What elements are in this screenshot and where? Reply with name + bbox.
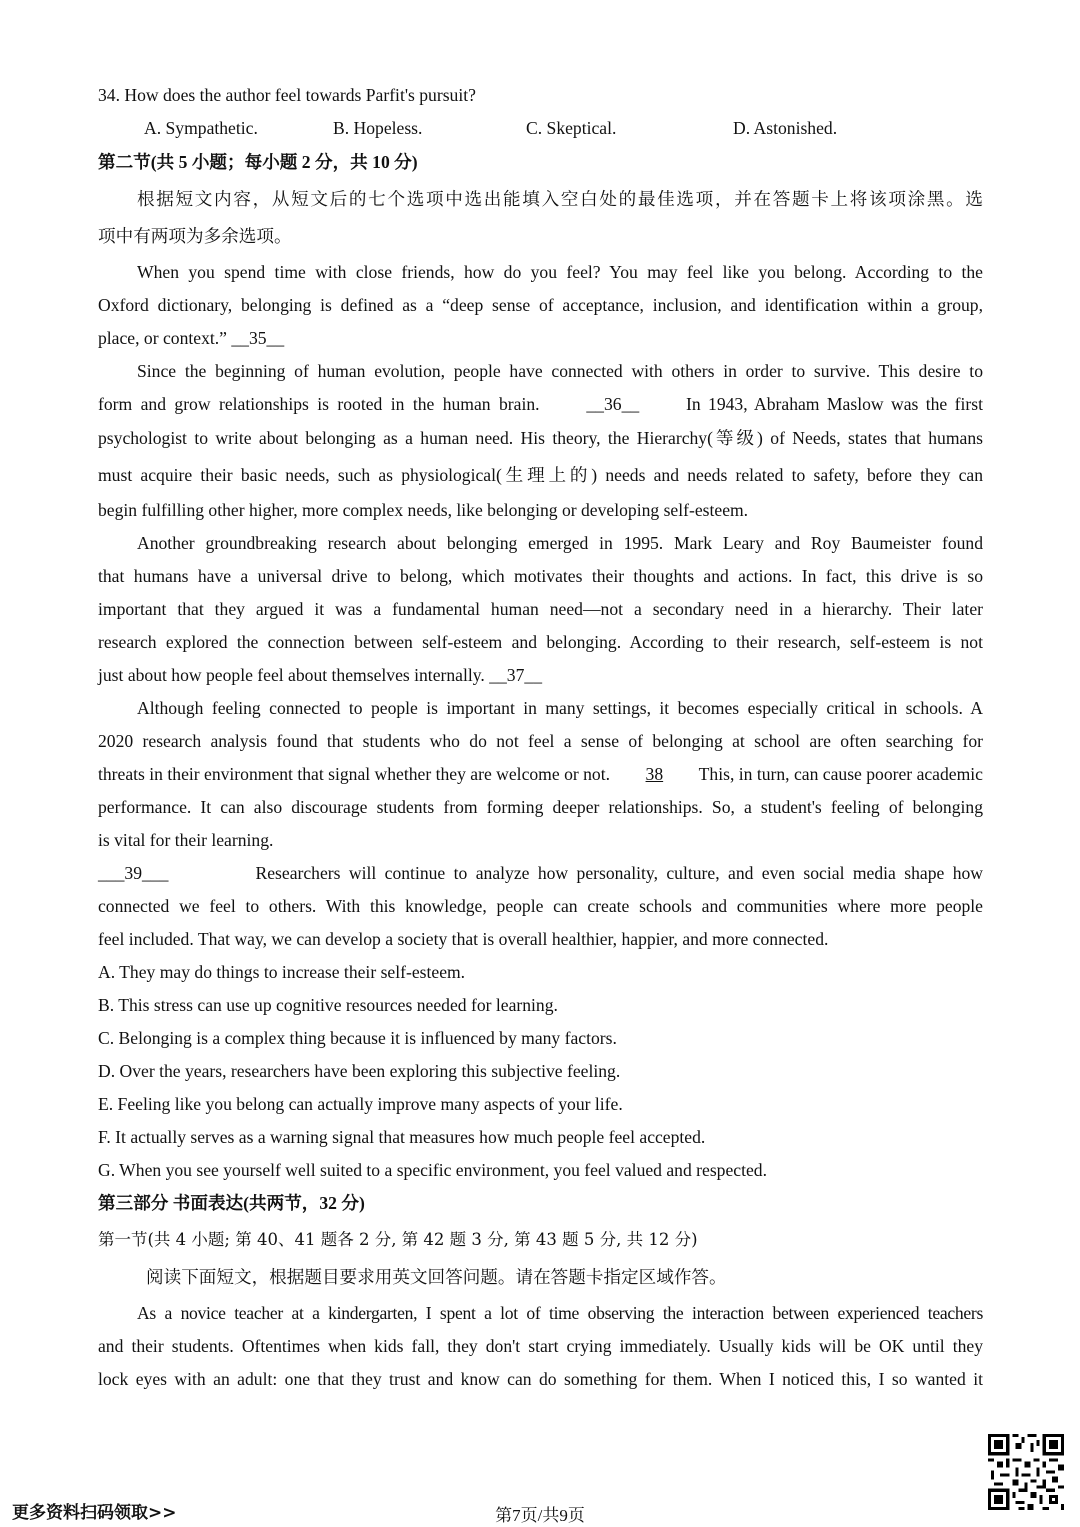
passage-p5-line-3: feel included. That way, we can develop a society that is overall healthier, happier, and more connected. <box>98 929 829 949</box>
q34-option-d: D. Astonished. <box>733 118 838 138</box>
choice-e: E. Feeling like you belong can actually improve many aspects of your life. <box>98 1094 623 1114</box>
part-3-passage-line-3: lock eyes with an adult: one that they trust and know can do something for them. When I noticed this, I so wanted it <box>98 1369 983 1389</box>
passage-p3-line-2: that humans have a universal drive to belong, which motivates their thoughts and actions. In fact, this drive is so <box>98 566 983 586</box>
blank-37: __37__ <box>489 665 542 685</box>
page-number: 第7页/共9页 <box>495 1506 585 1525</box>
passage-p1-line-1: When you spend time with close friends, how do you feel? You may feel like you belong. According to the <box>137 262 983 282</box>
section-2-instruction-line-2: 项中有两项为多余选项。 <box>98 226 292 246</box>
blank-39: ___39___ <box>98 863 169 883</box>
qr-code-icon[interactable] <box>988 1434 1064 1510</box>
passage-p2-line-1: Since the beginning of human evolution, people have connected with others in order to survive. This desire to <box>137 361 983 381</box>
passage-p3-line-5-text: just about how people feel about themselves internally. <box>98 665 490 685</box>
choice-b: B. This stress can use up cognitive resources needed for learning. <box>98 995 558 1015</box>
passage-p2-line-2-b: In 1943, Abraham Maslow was the first <box>685 394 983 414</box>
part-3-subheading: 第一节(共 4 小题; 第 40、41 题各 2 分, 第 42 题 3 分, 第 43 题 5 分, 共 12 分) <box>98 1230 698 1249</box>
choice-a: A. They may do things to increase their self-esteem. <box>98 962 466 982</box>
blank-35: __35__ <box>231 328 285 348</box>
passage-p2-line-5: begin fulfilling other higher, more complex needs, like belonging or developing self-esteem. <box>98 500 749 520</box>
passage-p1-line-3-text: place, or context.” <box>98 328 232 348</box>
q34-option-b: B. Hopeless. <box>333 118 423 138</box>
passage-p2-line-4: must acquire their basic needs, such as physiological(生理上的) needs and needs related to safety, before they can <box>98 465 983 485</box>
passage-p3-line-5 <box>98 664 983 686</box>
passage-p5-line-1 <box>98 862 983 884</box>
blank-36: __36__ <box>586 394 640 414</box>
choice-g: G. When you see yourself well suited to a specific environment, you feel valued and respected. <box>98 1160 767 1180</box>
part-3-passage-line-2: and their students. Oftentimes when kids fall, they don't start crying immediately. Usually kids will be OK until they <box>98 1336 983 1356</box>
passage-p4-line-5: is vital for their learning. <box>98 830 274 850</box>
passage-p3-line-1: Another groundbreaking research about belonging emerged in 1995. Mark Leary and Roy Baumeister found <box>137 533 983 553</box>
choice-f: F. It actually serves as a warning signal that measures how much people feel accepted. <box>98 1127 706 1147</box>
section-2-heading: 第二节(共 5 小题；每小题 2 分，共 10 分) <box>98 152 418 172</box>
passage-p2-line-2 <box>98 393 983 415</box>
blank-38: 38 <box>645 764 664 784</box>
choice-d: D. Over the years, researchers have been exploring this subjective feeling. <box>98 1061 621 1081</box>
q34-option-c: C. Skeptical. <box>526 118 617 138</box>
passage-p4-line-1: Although feeling connected to people is important in many settings, it becomes especially critical in schools. A <box>137 698 983 718</box>
part-3-passage-line-1: As a novice teacher at a kindergarten, I spent a lot of time observing the interaction between experienced teachers <box>137 1303 983 1323</box>
passage-p1-line-3 <box>98 327 983 349</box>
passage-p4-line-4: performance. It can also discourage students from forming deeper relationships. So, a student's feeling of belonging <box>98 797 983 817</box>
passage-p4-line-2: 2020 research analysis found that students who do not feel a sense of belonging at school are often searching for <box>98 731 983 751</box>
passage-p4-line-3 <box>98 763 983 785</box>
part-3-heading: 第三部分 书面表达(共两节，32 分) <box>98 1193 365 1213</box>
passage-p3-line-3: important that they argued it was a fundamental human need—not a secondary need in a hierarchy. Their later <box>98 599 983 619</box>
passage-p2-line-3: psychologist to write about belonging as a human need. His theory, the Hierarchy(等级) of Needs, states that humans <box>98 428 983 448</box>
section-2-instruction-line-1: 根据短文内容，从短文后的七个选项中选出能填入空白处的最佳选项，并在答题卡上将该项涂黑。选 <box>137 189 983 209</box>
q34-option-a: A. Sympathetic. <box>144 118 258 138</box>
passage-p4-line-3-b: This, in turn, can cause poorer academic <box>698 764 983 784</box>
passage-p1-line-2: Oxford dictionary, belonging is defined as a “deep sense of acceptance, inclusion, and identification within a group, <box>98 295 983 315</box>
question-34-stem: 34. How does the author feel towards Parfit's pursuit? <box>98 85 476 105</box>
passage-p5-line-2: connected we feel to others. With this knowledge, people can create schools and communities where more people <box>98 896 983 916</box>
choice-c: C. Belonging is a complex thing because it is influenced by many factors. <box>98 1028 617 1048</box>
passage-p4-line-3-a: threats in their environment that signal whether they are welcome or not. <box>98 764 611 784</box>
passage-p2-line-2-a: form and grow relationships is rooted in the human brain. <box>98 394 540 414</box>
part-3-instruction: 阅读下面短文，根据题目要求用英文回答问题。请在答题卡指定区域作答。 <box>146 1267 727 1287</box>
footer-promo-text[interactable]: 更多资料扫码领取>> <box>12 1503 177 1523</box>
passage-p5-line-1-text: Researchers will continue to analyze how personality, culture, and even social media shape how <box>255 863 983 883</box>
passage-p3-line-4: research explored the connection between self-esteem and belonging. According to their research, self-esteem is not <box>98 632 983 652</box>
